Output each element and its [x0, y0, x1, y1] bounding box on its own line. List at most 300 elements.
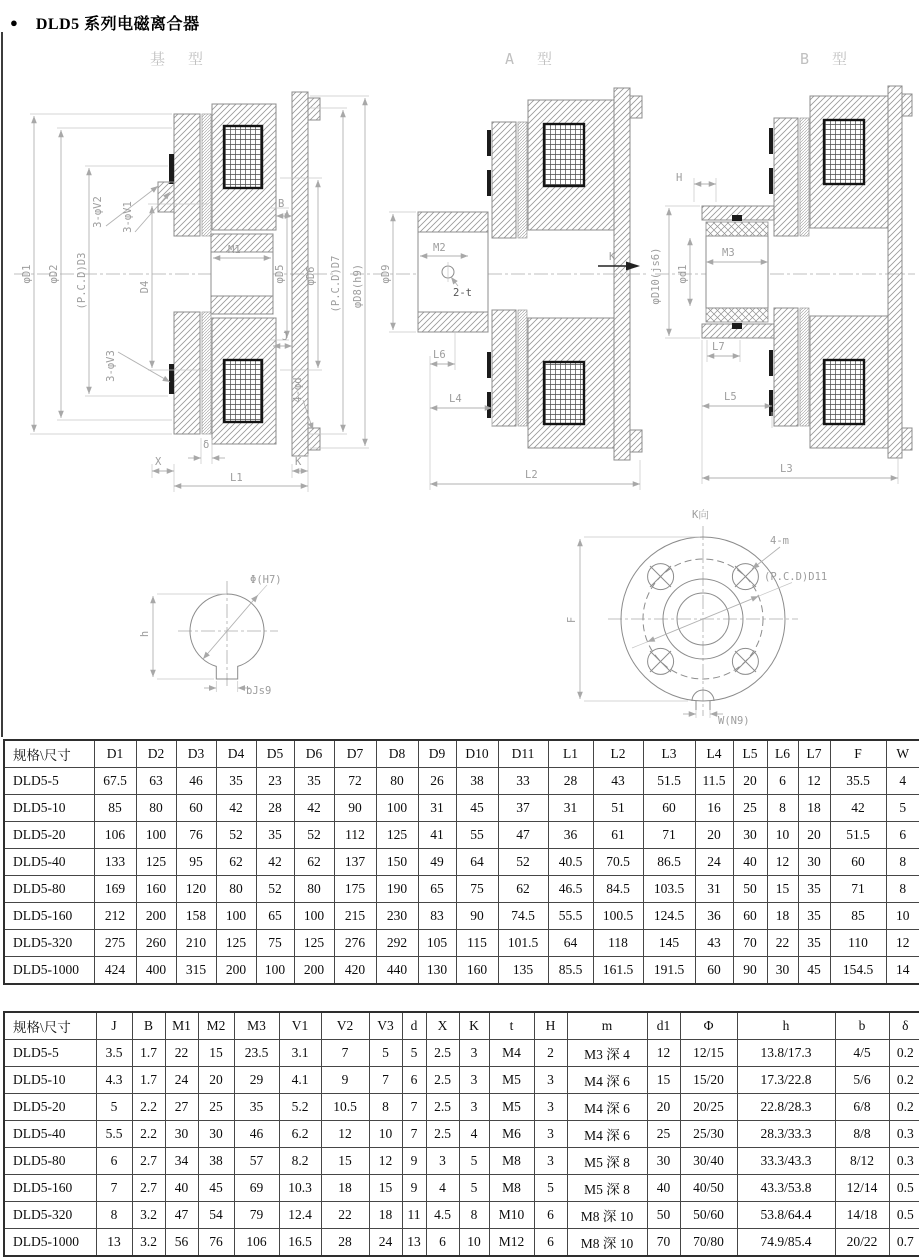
column-header: D11: [498, 740, 548, 768]
cell: 40: [733, 849, 767, 876]
cell: 70/80: [680, 1229, 737, 1257]
cell: 64: [548, 930, 593, 957]
cell: 42: [216, 795, 256, 822]
cell: 31: [695, 876, 733, 903]
cell: 0.2: [889, 1040, 919, 1067]
cell: 0.5: [889, 1175, 919, 1202]
cell: 47: [165, 1202, 198, 1229]
coil-winding: [544, 124, 584, 186]
cell: 15: [369, 1175, 402, 1202]
cell: 40: [647, 1175, 680, 1202]
cell: 41: [418, 822, 456, 849]
cell: 110: [830, 930, 886, 957]
cell: 424: [94, 957, 136, 985]
cell: M3 深 4: [567, 1040, 647, 1067]
cell: 5.2: [279, 1094, 321, 1121]
cell: M5 深 8: [567, 1148, 647, 1175]
cell: 191.5: [643, 957, 695, 985]
cell: 45: [798, 957, 830, 985]
cell: 0.2: [889, 1067, 919, 1094]
cell: 400: [136, 957, 176, 985]
table-row: [4, 957, 919, 985]
key: [732, 323, 742, 329]
cell: 13: [402, 1229, 426, 1257]
cell: 33: [498, 768, 548, 795]
table-row: [4, 1094, 919, 1121]
cell: 135: [498, 957, 548, 985]
cell: 53.8/64.4: [737, 1202, 835, 1229]
cell: 2.5: [426, 1121, 459, 1148]
coil-winding: [224, 360, 262, 422]
cell: 47: [498, 822, 548, 849]
column-header: D6: [294, 740, 334, 768]
row-label: DLD5-320: [4, 930, 94, 957]
column-header: L3: [643, 740, 695, 768]
base-type-drawing: [14, 50, 369, 492]
cell: 6: [886, 822, 919, 849]
view-label-k: K向: [692, 509, 709, 521]
cell: 8/12: [835, 1148, 889, 1175]
output-flange: [614, 88, 630, 460]
cell: 6/8: [835, 1094, 889, 1121]
cell: 50: [647, 1202, 680, 1229]
cell: 27: [165, 1094, 198, 1121]
cell: 420: [334, 957, 376, 985]
cell: 8: [886, 849, 919, 876]
cell: 52: [294, 822, 334, 849]
cell: 11.5: [695, 768, 733, 795]
cell: 5: [369, 1040, 402, 1067]
cell: 23: [256, 768, 294, 795]
cell: 8.2: [279, 1148, 321, 1175]
dimensions-table-1: [3, 739, 919, 985]
column-header: D3: [176, 740, 216, 768]
cell: 6: [534, 1229, 567, 1257]
cell: 100: [256, 957, 294, 985]
cell: 5: [534, 1175, 567, 1202]
cell: 12: [321, 1121, 369, 1148]
table-row: [4, 822, 919, 849]
cell: 62: [498, 876, 548, 903]
cell: 200: [136, 903, 176, 930]
cell: 60: [733, 903, 767, 930]
cell: 118: [593, 930, 643, 957]
cell: 37: [498, 795, 548, 822]
cell: 30: [165, 1121, 198, 1148]
cell: 22: [165, 1040, 198, 1067]
cell: 51: [593, 795, 643, 822]
cell: 3.2: [132, 1229, 165, 1257]
cell: M4 深 6: [567, 1121, 647, 1148]
column-header: t: [489, 1012, 534, 1040]
cell: 65: [418, 876, 456, 903]
cell: 0.7: [889, 1229, 919, 1257]
column-header: d: [402, 1012, 426, 1040]
cell: 4.1: [279, 1067, 321, 1094]
table-row: [4, 849, 919, 876]
cell: 106: [234, 1229, 279, 1257]
coil-winding: [544, 362, 584, 424]
cell: 125: [376, 822, 418, 849]
cell: 31: [418, 795, 456, 822]
bullet-icon: ●: [10, 15, 18, 30]
a-type-drawing: [350, 50, 648, 490]
cell: 5/6: [835, 1067, 889, 1094]
cell: 190: [376, 876, 418, 903]
row-label: DLD5-80: [4, 1148, 96, 1175]
table-row: [4, 795, 919, 822]
keyway-bore-detail: [139, 574, 282, 697]
column-header: Φ: [680, 1012, 737, 1040]
friction-lining: [202, 312, 211, 434]
cell: 2.7: [132, 1148, 165, 1175]
cell: 18: [798, 795, 830, 822]
cell: 5: [96, 1094, 132, 1121]
cell: 24: [165, 1067, 198, 1094]
cell: 76: [176, 822, 216, 849]
cell: 275: [94, 930, 136, 957]
cell: 14/18: [835, 1202, 889, 1229]
cell: 4.3: [96, 1067, 132, 1094]
cell: 43.3/53.8: [737, 1175, 835, 1202]
cell: M8: [489, 1175, 534, 1202]
cell: 36: [695, 903, 733, 930]
cell: 7: [402, 1094, 426, 1121]
dim-label-k-arrow: K: [609, 251, 616, 263]
cell: 125: [294, 930, 334, 957]
b-type-label: B 型: [800, 50, 855, 68]
column-header: L5: [733, 740, 767, 768]
dim-label-h: H: [676, 172, 683, 184]
cell: 10: [767, 822, 798, 849]
table-row: [4, 1067, 919, 1094]
cell: 35: [256, 822, 294, 849]
dim-label-d6: φD6: [305, 266, 317, 286]
cell: 3.5: [96, 1040, 132, 1067]
dim-label-m2: M2: [433, 242, 446, 254]
cell: 9: [321, 1067, 369, 1094]
cell: 9: [402, 1175, 426, 1202]
cell: 3.1: [279, 1040, 321, 1067]
seal-bar: [769, 168, 773, 194]
column-header: 规格\尺寸: [4, 740, 94, 768]
cell: 35: [798, 876, 830, 903]
cell: 210: [176, 930, 216, 957]
friction-lining: [518, 122, 527, 238]
cell: 315: [176, 957, 216, 985]
friction-lining: [202, 114, 211, 236]
cell: 18: [321, 1175, 369, 1202]
table-head: [4, 1012, 919, 1040]
seal-bar: [487, 392, 491, 418]
column-header: D2: [136, 740, 176, 768]
cell: 38: [456, 768, 498, 795]
bearing: [706, 222, 768, 236]
cell: 13.8/17.3: [737, 1040, 835, 1067]
table-row: [4, 1175, 919, 1202]
cell: 65: [256, 903, 294, 930]
dim-label-v3: 3-φV3: [105, 350, 117, 382]
dim-label-h-key: h: [139, 630, 151, 638]
cell: 212: [94, 903, 136, 930]
cell: 72: [334, 768, 376, 795]
cell: 12: [369, 1148, 402, 1175]
cell: 85: [830, 903, 886, 930]
column-header: D10: [456, 740, 498, 768]
cell: 115: [456, 930, 498, 957]
row-label: DLD5-5: [4, 768, 94, 795]
cell: M10: [489, 1202, 534, 1229]
dim-label-2t: 2-t: [453, 287, 472, 299]
column-header: M3: [234, 1012, 279, 1040]
cell: 8/8: [835, 1121, 889, 1148]
cell: 30: [647, 1148, 680, 1175]
cell: 100: [376, 795, 418, 822]
cell: 62: [216, 849, 256, 876]
dim-label-delta: δ: [203, 439, 210, 451]
cell: 169: [94, 876, 136, 903]
row-label: DLD5-160: [4, 903, 94, 930]
cell: 28.3/33.3: [737, 1121, 835, 1148]
cell: 86.5: [643, 849, 695, 876]
cell: 3: [534, 1121, 567, 1148]
cell: 8: [96, 1202, 132, 1229]
cell: 100: [136, 822, 176, 849]
cell: 71: [643, 822, 695, 849]
cell: 46: [234, 1121, 279, 1148]
row-label: DLD5-5: [4, 1040, 96, 1067]
cell: 31: [548, 795, 593, 822]
dim-label-d4: D4: [139, 280, 151, 294]
cell: 75: [456, 876, 498, 903]
table-row: [4, 768, 919, 795]
cell: 3: [459, 1094, 489, 1121]
cell: 4: [886, 768, 919, 795]
seal-bar: [769, 128, 773, 154]
cell: 1.7: [132, 1040, 165, 1067]
cell: 260: [136, 930, 176, 957]
cell: 40: [165, 1175, 198, 1202]
cell: 8: [767, 795, 798, 822]
cell: 30: [733, 822, 767, 849]
cell: 2.2: [132, 1094, 165, 1121]
seal-bar: [487, 352, 491, 378]
cell: 60: [643, 795, 695, 822]
cell: 0.5: [889, 1202, 919, 1229]
dim-label-f: F: [566, 616, 578, 624]
cell: 67.5: [94, 768, 136, 795]
dim-label-j: J: [282, 331, 289, 343]
cell: 112: [334, 822, 376, 849]
cell: 20/22: [835, 1229, 889, 1257]
dim-label-l5: L5: [724, 391, 737, 403]
cell: M5 深 8: [567, 1175, 647, 1202]
coil-winding: [224, 126, 262, 188]
cell: 36: [548, 822, 593, 849]
table-row: [4, 903, 919, 930]
column-header: X: [426, 1012, 459, 1040]
column-header: J: [96, 1012, 132, 1040]
dim-label-v1: 3-φV1: [122, 201, 134, 233]
cell: 11: [402, 1202, 426, 1229]
cell: 30: [798, 849, 830, 876]
cell: 28: [548, 768, 593, 795]
column-header: D8: [376, 740, 418, 768]
cell: 14: [886, 957, 919, 985]
column-header: V1: [279, 1012, 321, 1040]
dim-label-4d: 4-φd: [292, 377, 304, 403]
cell: 12: [647, 1040, 680, 1067]
cell: 20: [798, 822, 830, 849]
cell: 10.3: [279, 1175, 321, 1202]
cell: 76: [198, 1229, 234, 1257]
friction-lining: [518, 310, 527, 426]
cell: 20/25: [680, 1094, 737, 1121]
column-header: H: [534, 1012, 567, 1040]
table-row: [4, 1121, 919, 1148]
column-header: L4: [695, 740, 733, 768]
cell: 6: [534, 1202, 567, 1229]
cell: 125: [136, 849, 176, 876]
cell: 74.9/85.4: [737, 1229, 835, 1257]
cell: 15: [198, 1040, 234, 1067]
cell: 95: [176, 849, 216, 876]
cell: M12: [489, 1229, 534, 1257]
cell: 60: [830, 849, 886, 876]
cell: 12/15: [680, 1040, 737, 1067]
column-header: K: [459, 1012, 489, 1040]
row-label: DLD5-40: [4, 849, 94, 876]
cell: 55: [456, 822, 498, 849]
column-header: h: [737, 1012, 835, 1040]
cell: 100: [294, 903, 334, 930]
cell: 4: [459, 1121, 489, 1148]
cell: 40.5: [548, 849, 593, 876]
cell: 35: [798, 903, 830, 930]
cell: 52: [256, 876, 294, 903]
cell: 4/5: [835, 1040, 889, 1067]
cell: 3.2: [132, 1202, 165, 1229]
cell: 5: [886, 795, 919, 822]
cell: 24: [369, 1229, 402, 1257]
cell: 29: [234, 1067, 279, 1094]
cell: 4.5: [426, 1202, 459, 1229]
cell: 60: [695, 957, 733, 985]
cell: 35: [294, 768, 334, 795]
base-type-label: 基 型: [150, 50, 211, 68]
dim-label-phi-h7: Φ(H7): [250, 574, 282, 586]
dim-label-d1s: φd1: [677, 264, 689, 284]
dim-label-l3: L3: [780, 463, 793, 475]
cell: 79: [234, 1202, 279, 1229]
cell: 6: [96, 1148, 132, 1175]
cell: 120: [176, 876, 216, 903]
cell: 3: [459, 1067, 489, 1094]
table-row: [4, 930, 919, 957]
a-type-label: A 型: [505, 50, 560, 68]
dim-label-k: K: [295, 456, 302, 468]
cell: 23.5: [234, 1040, 279, 1067]
cell: 103.5: [643, 876, 695, 903]
header-row: [4, 1012, 919, 1040]
dim-label-d10: φD10(js6): [650, 247, 662, 305]
cell: 51.5: [830, 822, 886, 849]
key: [732, 215, 742, 221]
cell: 42: [256, 849, 294, 876]
column-header: b: [835, 1012, 889, 1040]
dim-label-l4: L4: [449, 393, 462, 405]
cell: 61: [593, 822, 643, 849]
cell: 70.5: [593, 849, 643, 876]
column-header: M2: [198, 1012, 234, 1040]
table-body: [4, 768, 919, 985]
cell: 10: [886, 903, 919, 930]
friction-lining: [800, 308, 809, 426]
cell: 3: [534, 1067, 567, 1094]
cell: 30/40: [680, 1148, 737, 1175]
technical-drawings: [0, 34, 919, 734]
dim-label-d8: φD8(h9): [352, 263, 364, 309]
cell: 25/30: [680, 1121, 737, 1148]
cell: 22: [321, 1202, 369, 1229]
cell: 160: [456, 957, 498, 985]
cell: 90: [334, 795, 376, 822]
cell: 85.5: [548, 957, 593, 985]
cell: 125: [216, 930, 256, 957]
cell: 64: [456, 849, 498, 876]
dim-label-d9: φD9: [380, 264, 392, 284]
dim-label-bjs9: bJs9: [246, 685, 272, 697]
cell: 5.5: [96, 1121, 132, 1148]
cell: M5: [489, 1094, 534, 1121]
cell: 7: [96, 1175, 132, 1202]
cell: 133: [94, 849, 136, 876]
cell: 40/50: [680, 1175, 737, 1202]
cell: 69: [234, 1175, 279, 1202]
row-label: DLD5-160: [4, 1175, 96, 1202]
table-body: [4, 1040, 919, 1257]
cell: 15: [647, 1067, 680, 1094]
column-header: M1: [165, 1012, 198, 1040]
cell: 0.2: [889, 1094, 919, 1121]
cell: 10: [459, 1229, 489, 1257]
cell: M8: [489, 1148, 534, 1175]
seal-bar: [769, 350, 773, 376]
cell: 50/60: [680, 1202, 737, 1229]
table-row: [4, 1229, 919, 1257]
cell: 1.7: [132, 1067, 165, 1094]
column-header: L7: [798, 740, 830, 768]
cell: 45: [198, 1175, 234, 1202]
row-label: DLD5-20: [4, 822, 94, 849]
cell: 46.5: [548, 876, 593, 903]
cell: 33.3/43.3: [737, 1148, 835, 1175]
cell: 3: [534, 1148, 567, 1175]
column-header: W: [886, 740, 919, 768]
cell: 230: [376, 903, 418, 930]
cell: 34: [165, 1148, 198, 1175]
cell: 6: [767, 768, 798, 795]
cell: 24: [695, 849, 733, 876]
cell: 8: [369, 1094, 402, 1121]
cell: 45: [456, 795, 498, 822]
cell: 105: [418, 930, 456, 957]
flange-end-view: [566, 508, 827, 727]
cell: 74.5: [498, 903, 548, 930]
cell: M6: [489, 1121, 534, 1148]
cell: 9: [402, 1148, 426, 1175]
coil-winding: [824, 360, 864, 424]
